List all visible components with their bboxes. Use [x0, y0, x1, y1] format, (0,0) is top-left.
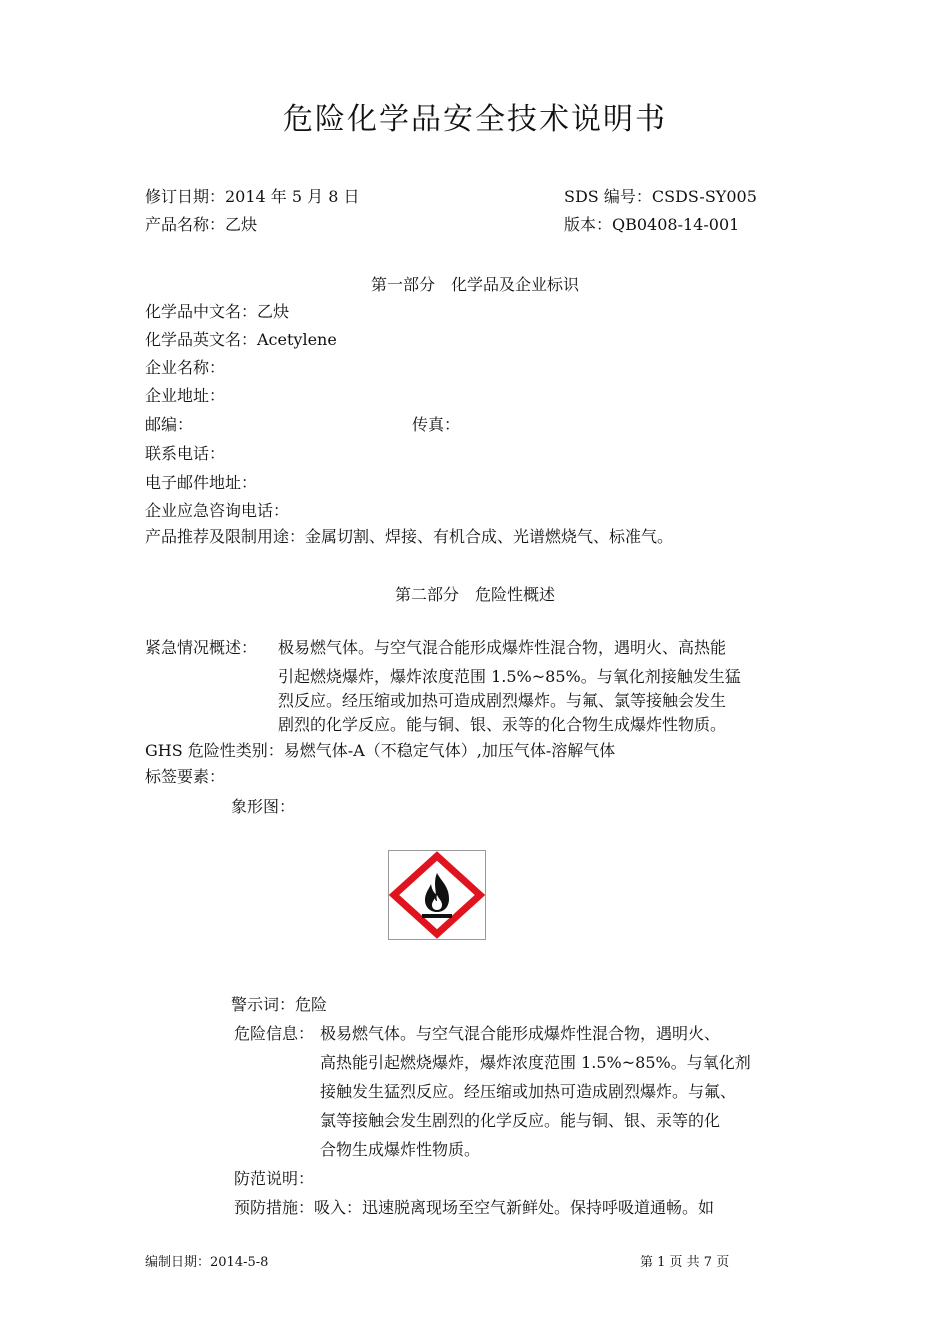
version-number: 版本：QB0408-14-001 — [564, 215, 740, 234]
signal-word: 警示词：危险 — [231, 995, 328, 1014]
emergency-overview-line: 引起燃烧爆炸，爆炸浓度范围 1.5%~85%。与氧化剂接触发生猛 — [278, 667, 741, 686]
contact-phone: 联系电话： — [145, 444, 226, 463]
part2-heading: 第二部分 危险性概述 — [394, 585, 555, 604]
fax: 传真： — [412, 415, 461, 434]
hazard-info-label: 危险信息： — [234, 1024, 315, 1043]
hazard-info-line: 高热能引起燃烧爆炸，爆炸浓度范围 1.5%~85%。与氧化剂 — [320, 1053, 751, 1072]
chemical-cn-name: 化学品中文名：乙炔 — [145, 302, 290, 321]
emergency-overview-line: 极易燃气体。与空气混合能形成爆炸性混合物，遇明火、高热能 — [278, 638, 727, 657]
postcode: 邮编： — [145, 415, 194, 434]
hazard-info-line: 合物生成爆炸性物质。 — [320, 1140, 481, 1159]
document-title: 危险化学品安全技术说明书 — [283, 102, 667, 137]
hazard-info-line: 极易燃气体。与空气混合能形成爆炸性混合物，遇明火、 — [320, 1024, 721, 1043]
emergency-phone: 企业应急咨询电话： — [145, 501, 290, 520]
flame-pictogram-icon — [388, 850, 486, 940]
part1-heading: 第一部分 化学品及企业标识 — [370, 275, 579, 294]
emergency-overview-label: 紧急情况概述： — [145, 638, 258, 657]
revision-date: 修订日期：2014 年 5 月 8 日 — [145, 187, 360, 206]
company-name: 企业名称： — [145, 358, 226, 377]
sds-number: SDS 编号：CSDS-SY005 — [564, 187, 757, 206]
hazard-info-line: 氯等接触会发生剧烈的化学反应。能与铜、银、汞等的化 — [320, 1111, 721, 1130]
precaution-label: 防范说明： — [234, 1169, 315, 1188]
hazard-info-line: 接触发生猛烈反应。经压缩或加热可造成剧烈爆炸。与氟、 — [320, 1082, 737, 1101]
email-address: 电子邮件地址： — [145, 473, 258, 492]
recommended-usage: 产品推荐及限制用途：金属切割、焊接、有机合成、光谱燃烧气、标准气。 — [145, 527, 674, 546]
company-address: 企业地址： — [145, 386, 226, 405]
pictogram-label: 象形图： — [231, 797, 296, 816]
emergency-overview-line: 剧烈的化学反应。能与铜、银、汞等的化合物生成爆炸性物质。 — [278, 715, 727, 734]
compile-date: 编制日期：2014-5-8 — [145, 1255, 269, 1270]
chemical-en-name: 化学品英文名：Acetylene — [145, 330, 337, 349]
emergency-overview-line: 烈反应。经压缩或加热可造成剧烈爆炸。与氟、氯等接触会发生 — [278, 691, 727, 710]
product-name: 产品名称：乙炔 — [145, 215, 258, 234]
label-elements: 标签要素： — [145, 767, 226, 786]
ghs-category: GHS 危险性类别：易燃气体-A（不稳定气体）,加压气体-溶解气体 — [145, 741, 616, 760]
page-number: 第 1 页 共 7 页 — [640, 1255, 730, 1270]
prevention-measures: 预防措施：吸入：迅速脱离现场至空气新鲜处。保持呼吸道通畅。如 — [234, 1198, 715, 1217]
